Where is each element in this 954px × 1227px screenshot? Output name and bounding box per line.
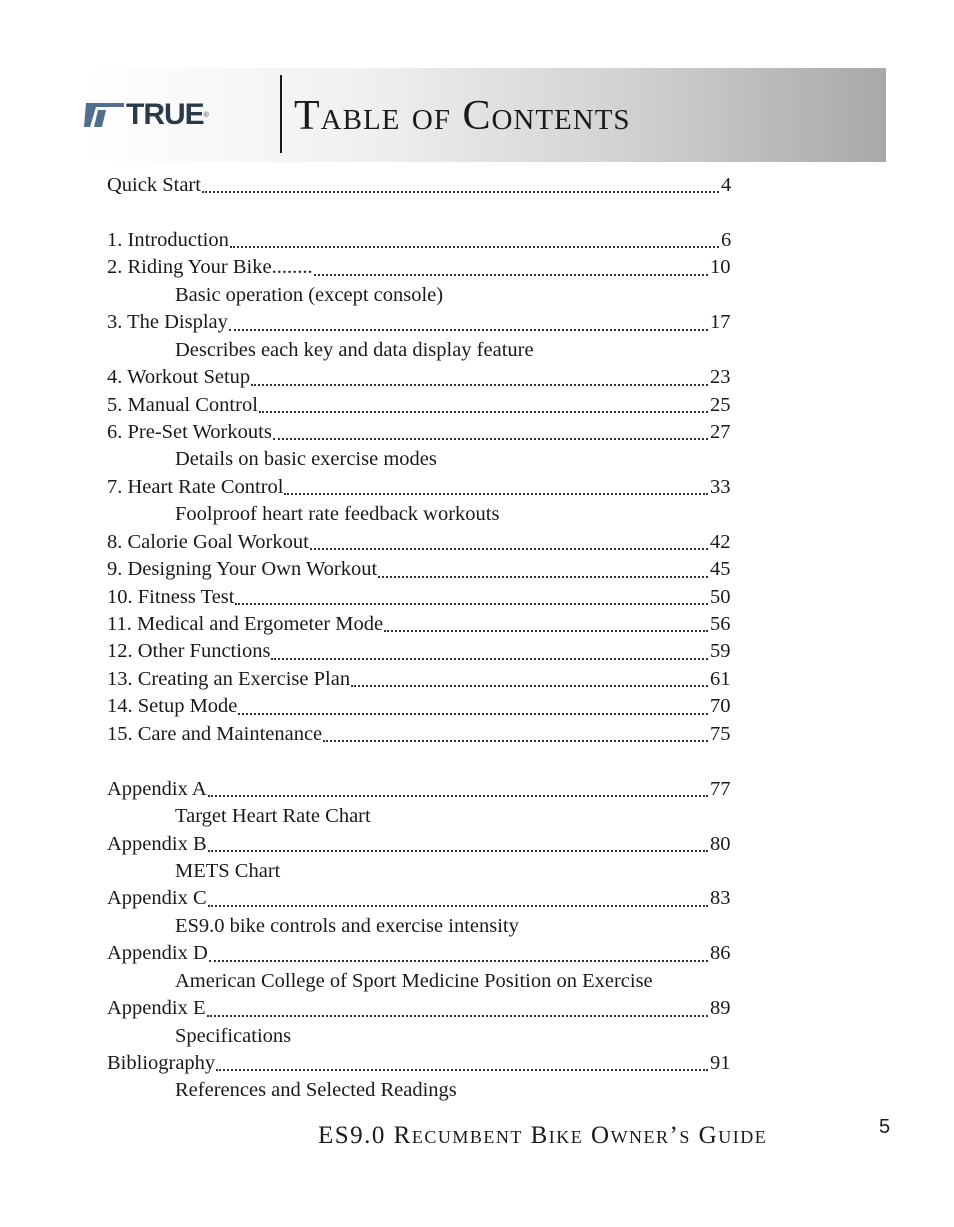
toc-entry-title[interactable]: 14. Setup Mode [107,695,238,718]
toc-entry-title[interactable]: 4. Workout Setup [107,366,251,389]
toc-description-text: METS Chart [175,859,281,882]
toc-page-number[interactable]: 4 [721,174,732,196]
toc-entry[interactable] [107,584,747,611]
toc-description-text: ES9.0 bike controls and exercise intensity [175,914,519,937]
dot-leader [378,576,708,578]
toc-entry[interactable] [107,940,747,967]
toc-page-number[interactable]: 77 [710,777,731,800]
toc-description [107,803,747,830]
toc-entry[interactable] [107,392,747,419]
toc-entry[interactable] [107,638,747,665]
toc-description-text: Foolproof heart rate feedback workouts [175,503,500,526]
toc-page-number[interactable]: 83 [710,887,731,910]
toc-entry-title[interactable]: Appendix C [107,887,207,910]
dot-leader [284,493,708,495]
toc-entry[interactable] [107,254,747,281]
toc-entry-title[interactable]: 7. Heart Rate Control [107,475,284,498]
toc-description [107,1023,747,1050]
toc-entry[interactable] [107,529,747,556]
toc-description [107,501,747,528]
table-of-contents [107,172,747,1105]
toc-entry[interactable] [107,172,747,199]
toc-description [107,858,747,885]
dot-leader [229,329,708,331]
toc-description-text: Describes each key and data display feature [175,338,534,361]
dot-leader [323,740,708,742]
dot-leader [384,630,708,632]
toc-entry[interactable] [107,885,747,912]
page-number: 5 [879,1116,891,1138]
dot-leader [207,1015,708,1017]
toc-entry-title[interactable]: Quick Start [107,174,201,196]
toc-entry[interactable] [107,995,747,1022]
toc-entry[interactable] [107,1050,747,1077]
toc-page-number[interactable]: 17 [710,311,731,334]
toc-page-number[interactable]: 42 [710,530,731,553]
toc-entry[interactable] [107,693,747,720]
toc-entry[interactable] [107,419,747,446]
dot-leader [208,850,708,852]
toc-description-text: Specifications [175,1024,292,1047]
header-divider [280,75,282,153]
dot-leader [273,438,708,440]
toc-page-number[interactable]: 80 [710,832,731,855]
toc-page-number[interactable]: 75 [710,722,731,745]
toc-entry[interactable] [107,776,747,803]
toc-page-number[interactable]: 10 [710,256,731,279]
toc-page-number[interactable]: 45 [710,558,731,581]
dot-leader [202,191,719,193]
toc-entry-title[interactable]: Appendix A [107,777,207,800]
dot-leader [251,384,708,386]
toc-page-number[interactable]: 91 [710,1052,731,1074]
toc-description-text: References and Selected Readings [175,1079,457,1102]
logo-wordmark: TRUE [126,98,204,131]
toc-entry[interactable] [107,309,747,336]
dot-leader [351,685,708,687]
toc-entry-title[interactable]: 2. Riding Your Bike........ [107,256,313,279]
dot-leader [208,795,708,797]
toc-description-text: Target Heart Rate Chart [175,805,371,828]
toc-description-text: American College of Sport Medicine Position on Exercise [175,969,653,992]
toc-page-number[interactable]: 56 [710,613,731,635]
toc-entry-title[interactable]: Appendix E [107,997,206,1020]
toc-entry-title[interactable]: Appendix D [107,942,208,965]
toc-entry-title[interactable]: Bibliography [107,1052,216,1074]
dot-leader [314,274,708,276]
true-logo [84,98,209,131]
toc-entry[interactable] [107,556,747,583]
toc-entry[interactable] [107,721,747,748]
toc-entry[interactable] [107,227,747,254]
dot-leader [216,1069,708,1071]
dot-leader [238,713,708,715]
dot-leader [259,411,708,413]
toc-page-number[interactable]: 6 [721,228,732,251]
toc-entry[interactable] [107,611,747,638]
toc-entry-title[interactable]: 5. Manual Control [107,393,258,416]
toc-description [107,968,747,995]
toc-entry-title[interactable]: Appendix B [107,832,207,855]
header-banner [84,68,886,162]
dot-leader [230,246,719,248]
toc-entry-title[interactable]: 6. Pre-Set Workouts [107,420,272,443]
toc-entry[interactable] [107,474,747,501]
dot-leader [235,603,708,605]
toc-entry-title[interactable]: 11. Medical and Ergometer Mode [107,613,384,635]
toc-description [107,913,747,940]
toc-page-number[interactable]: 89 [710,997,731,1020]
toc-page-number[interactable]: 70 [710,695,731,718]
toc-entry[interactable] [107,364,747,391]
toc-page-number[interactable]: 23 [710,366,731,389]
logo-mark-icon [84,103,124,127]
toc-description [107,446,747,473]
dot-leader [310,548,708,550]
toc-entry-title[interactable]: 9. Designing Your Own Workout [107,558,378,581]
toc-page-number[interactable]: 86 [710,942,731,965]
toc-description [107,1077,747,1104]
toc-entry-title[interactable]: 10. Fitness Test [107,585,235,608]
dot-leader [209,960,708,962]
toc-entry-title[interactable]: 1. Introduction [107,228,229,251]
guide-title-footer: ES9.0 Recumbent Bike Owner’s Guide [318,1122,768,1149]
page-title: Table of Contents [294,93,631,139]
toc-page-number[interactable]: 27 [710,420,731,443]
toc-page-number[interactable]: 50 [710,585,731,608]
toc-description [107,282,747,309]
toc-description-text: Details on basic exercise modes [175,448,437,471]
toc-description [107,337,747,364]
dot-leader [271,658,708,660]
toc-entry[interactable] [107,831,747,858]
toc-entry-title[interactable]: 8. Calorie Goal Workout [107,530,309,553]
toc-page-number[interactable]: 61 [710,667,731,690]
toc-entry-title[interactable]: 12. Other Functions [107,640,271,663]
toc-entry[interactable] [107,666,747,693]
toc-page-number[interactable]: 25 [710,393,731,416]
toc-description-text: Basic operation (except console) [175,283,444,306]
logo-trademark: ® [203,111,209,119]
toc-page-number[interactable]: 59 [710,640,731,663]
toc-entry-title[interactable]: 3. The Display [107,311,228,334]
dot-leader [208,905,708,907]
toc-entry-title[interactable]: 15. Care and Maintenance [107,722,323,745]
toc-entry-title[interactable]: 13. Creating an Exercise Plan [107,667,351,690]
toc-page-number[interactable]: 33 [710,475,731,498]
